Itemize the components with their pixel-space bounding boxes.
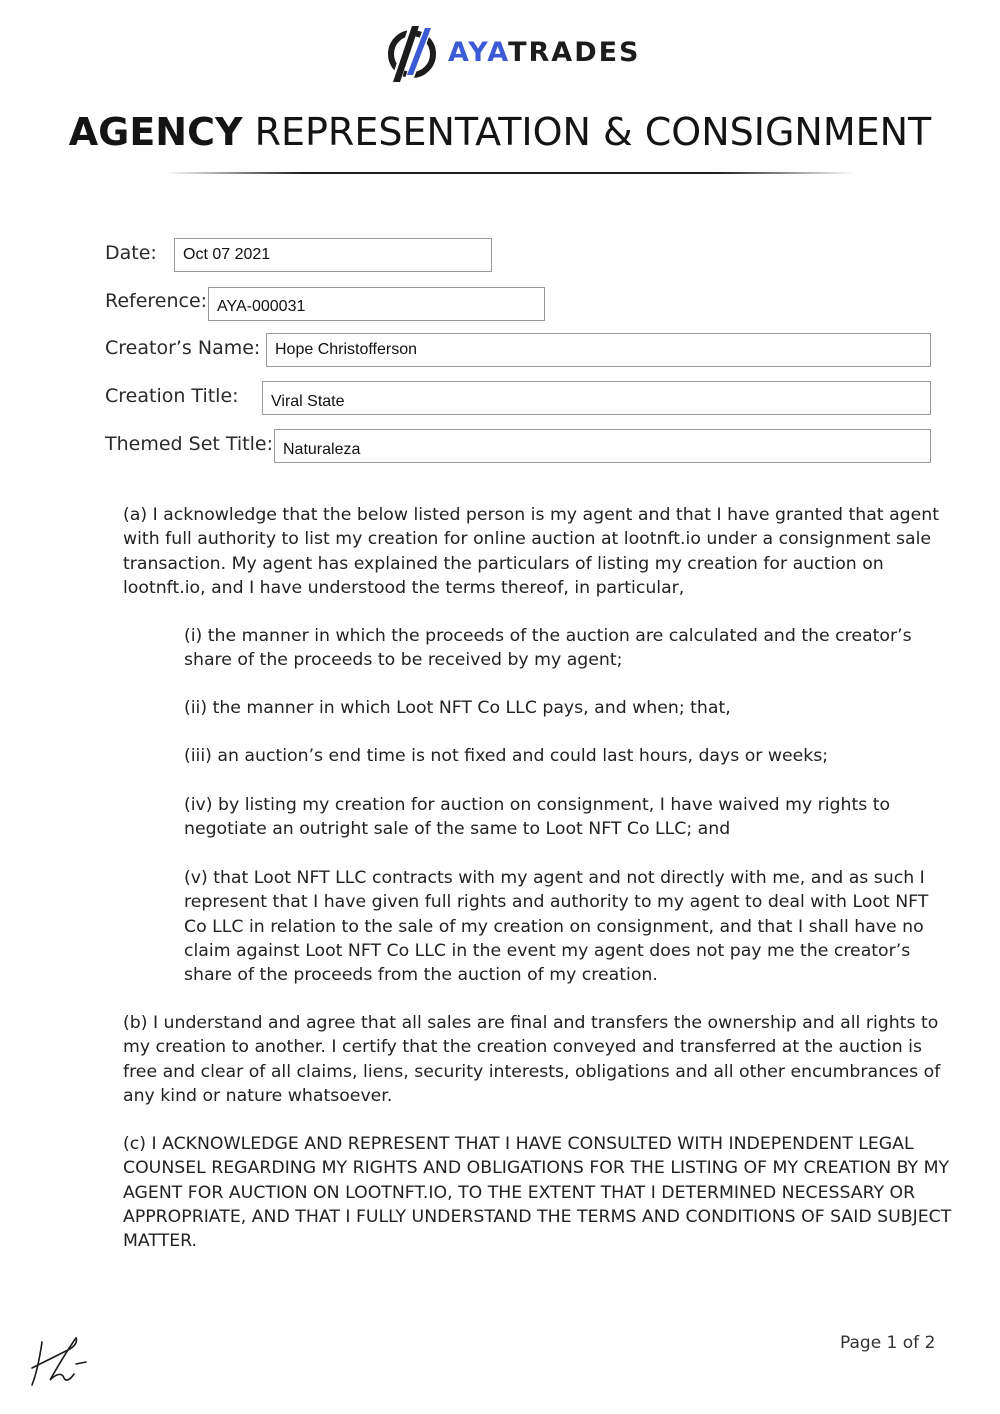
reference-field[interactable]: AYA-000031 bbox=[208, 287, 545, 321]
creator-name-label: Creator’s Name: bbox=[105, 337, 261, 359]
brand-name-part2: TRADES bbox=[508, 36, 641, 68]
reference-label: Reference: bbox=[105, 290, 208, 312]
signature-icon bbox=[28, 1330, 90, 1390]
clause-i: (i) the manner in which the proceeds of the auction are calculated and the creator’s share of the proceeds to be received by my agent; bbox=[184, 626, 912, 671]
themed-set-title-label: Themed Set Title: bbox=[105, 433, 273, 455]
ayatrades-logo-icon bbox=[386, 18, 438, 84]
clause-c: (c) I ACKNOWLEDGE AND REPRESENT THAT I HAVE CONSULTED WITH INDEPENDENT LEGAL COUNSEL REGARDING MY RIGHTS AND OBLIGATIONS FOR THE LISTING OF MY CREATION BY MY AGENT FOR AUCTION ON LOOTNFT.IO, TO THE EXTENT THAT I DETERMINED NECESSARY OR APPROPRIATE, AND THAT I FULLY UNDERSTAND THE TERMS AND CONDITIONS OF SAID SUBJECT MATTER. bbox=[123, 1134, 952, 1252]
creation-title-field[interactable]: Viral State bbox=[262, 381, 931, 415]
clause-iv: (iv) by listing my creation for auction on consignment, I have waived my rights to negotiate an outright sale of the same to Loot NFT Co LLC; and bbox=[184, 795, 891, 840]
title-divider bbox=[165, 172, 855, 174]
clause-iii: (iii) an auction’s end time is not fixed and could last hours, days or weeks; bbox=[184, 746, 829, 766]
page-number: Page 1 of 2 bbox=[840, 1333, 936, 1353]
clause-v: (v) that Loot NFT LLC contracts with my agent and not directly with me, and as such I represent that I have given full rights and authority to my agent to deal with Loot NFT Co LLC in relation to the sale of my creation on consignment, and that I shall have no claim against Loot NFT Co LLC in the event my agent does not pay me the creator’s share of the proceeds from the auction of my creation. bbox=[184, 868, 929, 986]
creation-title-label: Creation Title: bbox=[105, 385, 239, 407]
creator-name-field[interactable]: Hope Christofferson bbox=[266, 333, 931, 367]
date-field[interactable]: Oct 07 2021 bbox=[174, 238, 492, 272]
brand-name-part1: AYA bbox=[448, 36, 509, 68]
document-title bbox=[0, 110, 1000, 154]
themed-set-title-field[interactable]: Naturaleza bbox=[274, 429, 931, 463]
clause-ii: (ii) the manner in which Loot NFT Co LLC pays, and when; that, bbox=[184, 698, 731, 718]
date-label: Date: bbox=[105, 242, 157, 264]
document-title-rest: REPRESENTATION & CONSIGNMENT bbox=[242, 110, 932, 154]
brand-logo bbox=[386, 18, 641, 84]
clause-b: (b) I understand and agree that all sales are final and transfers the ownership and all rights to my creation to another. I certify that the creation conveyed and transferred at the auction is free and clear of all claims, liens, security interests, obligations and all other encumbrances of any kind or nature whatsoever. bbox=[123, 1013, 941, 1106]
brand-name bbox=[448, 37, 641, 68]
document-title-bold: AGENCY bbox=[68, 110, 243, 154]
clause-a: (a) I acknowledge that the below listed person is my agent and that I have granted that agent with full authority to list my creation for online auction at lootnft.io under a consignment sale transaction. My agent has explained the particulars of listing my creation for auction on lootnft.io, and I have understood the terms thereof, in particular, bbox=[123, 505, 939, 598]
